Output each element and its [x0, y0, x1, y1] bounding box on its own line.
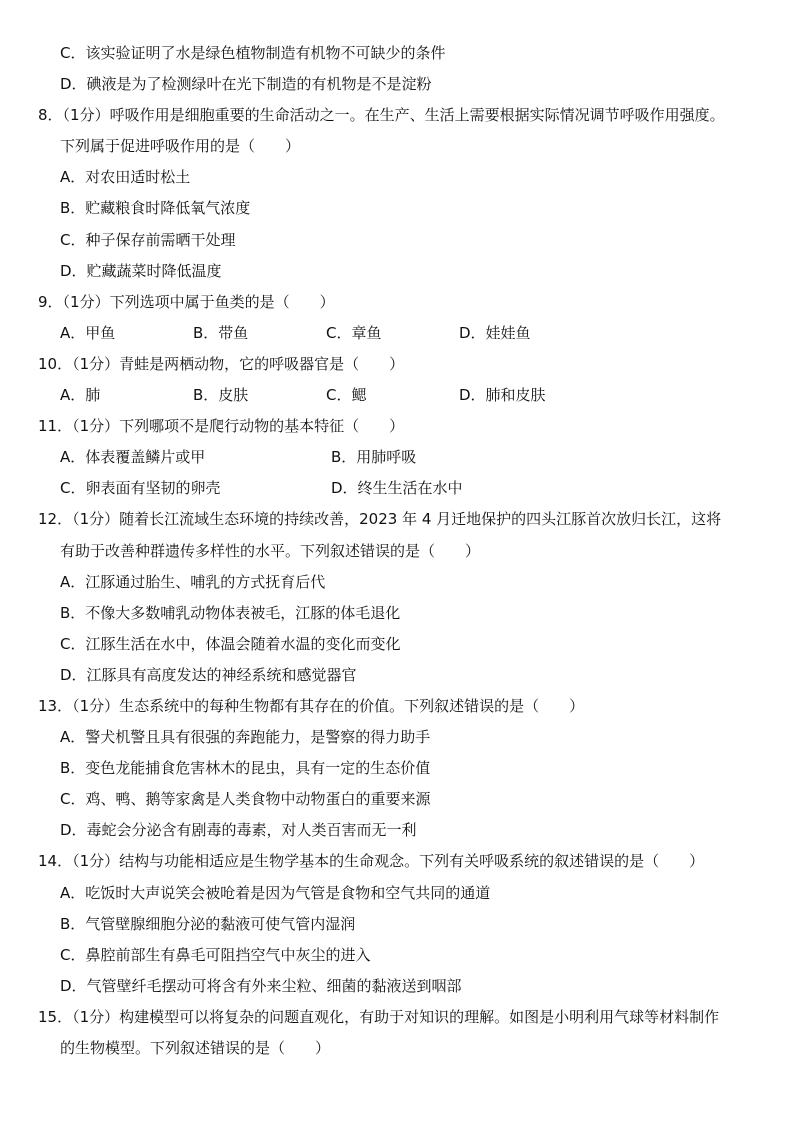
question-15-stem — [0, 1002, 794, 1033]
option-line: D．贮藏蔬菜时降低温度 — [60, 261, 222, 280]
stem-text: （1分）呼吸作用是细胞重要的生命活动之一。在生产、生活上需要根据实际情况调节呼吸作用强度。 — [62, 106, 725, 125]
question-number: 9． — [38, 292, 63, 311]
option: C．鳃 — [326, 386, 367, 405]
option: C．卵表面有坚韧的卵壳 — [60, 479, 221, 498]
question-number: 13． — [38, 696, 73, 715]
question-10-options — [0, 380, 794, 411]
option-line: D．气管壁纤毛摆动可将含有外来尘粒、细菌的黏液送到咽部 — [60, 976, 462, 995]
option: D．终生生活在水中 — [331, 479, 463, 498]
option-line: C．鸡、鸭、鹅等家禽是人类食物中动物蛋白的重要来源 — [60, 790, 431, 809]
question-9-stem — [0, 287, 794, 318]
option-line: B．气管壁腺细胞分泌的黏液可使气管内湿润 — [60, 914, 356, 933]
option: D．肺和皮肤 — [459, 386, 546, 405]
option: A．体表覆盖鳞片或甲 — [60, 448, 206, 467]
option-line: D．江豚具有高度发达的神经系统和感觉器官 — [60, 665, 357, 684]
stem-text: （1分）下列哪项不是爬行动物的基本特征（ ） — [72, 417, 405, 436]
stem-text: （1分）下列选项中属于鱼类的是（ ） — [62, 292, 335, 311]
question-11-options-row2 — [0, 473, 794, 504]
option-line: A．江豚通过胎生、哺乳的方式抚育后代 — [60, 572, 326, 591]
option-line: B．变色龙能捕食危害林木的昆虫，具有一定的生态价值 — [60, 759, 431, 778]
question-11-stem — [0, 411, 794, 442]
question-10-stem — [0, 349, 794, 380]
option-line: C．种子保存前需晒干处理 — [60, 230, 236, 249]
option: A．肺 — [60, 386, 101, 405]
option-line: A．吃饭时大声说笑会被呛着是因为气管是食物和空气共同的通道 — [60, 883, 491, 902]
option-line: D．毒蛇会分泌含有剧毒的毒素，对人类百害而无一利 — [60, 821, 417, 840]
option-line: C．江豚生活在水中，体温会随着水温的变化而变化 — [60, 634, 401, 653]
question-14-stem — [0, 846, 794, 877]
stem-text: （1分）生态系统中的每种生物都有其存在的价值。下列叙述错误的是（ ） — [72, 696, 585, 715]
question-number: 15． — [38, 1007, 73, 1026]
option: B．带鱼 — [193, 323, 249, 342]
exam-page — [0, 38, 794, 1064]
stem-text: （1分）随着长江流域生态环境的持续改善，2023 年 4 月迁地保护的四头江豚首次放归长江，这将 — [72, 510, 722, 529]
option-line: B．不像大多数哺乳动物体表被毛，江豚的体毛退化 — [60, 603, 401, 622]
stem-text: （1分）青蛙是两栖动物，它的呼吸器官是（ ） — [72, 354, 405, 373]
question-number: 8． — [38, 106, 63, 125]
question-15-stem-cont: 的生物模型。下列叙述错误的是（ ） — [60, 1039, 331, 1057]
question-8-stem — [0, 100, 794, 131]
question-number: 10． — [38, 354, 73, 373]
option-line: C．该实验证明了水是绿色植物制造有机物不可缺少的条件 — [60, 44, 446, 62]
question-13-stem — [0, 691, 794, 722]
question-9-options — [0, 318, 794, 349]
option: B．用肺呼吸 — [331, 448, 417, 467]
question-number: 12． — [38, 510, 73, 529]
question-number: 14． — [38, 852, 73, 871]
question-11-options-row1 — [0, 442, 794, 473]
option: B．皮肤 — [193, 386, 249, 405]
question-8-stem-cont: 下列属于促进呼吸作用的是（ ） — [60, 137, 301, 156]
stem-text: （1分）结构与功能相适应是生物学基本的生命观念。下列有关呼吸系统的叙述错误的是（ ） — [72, 852, 705, 871]
option-line: D．碘液是为了检测绿叶在光下制造的有机物是不是淀粉 — [60, 75, 432, 94]
option: D．娃娃鱼 — [459, 323, 531, 342]
question-number: 11． — [38, 417, 73, 436]
option-line: A．警犬机警且具有很强的奔跑能力，是警察的得力助手 — [60, 728, 431, 747]
question-12-stem — [0, 504, 794, 535]
stem-text: （1分）构建模型可以将复杂的问题直观化，有助于对知识的理解。如图是小明利用气球等材料制作 — [72, 1007, 720, 1026]
option-line: B．贮藏粮食时降低氧气浓度 — [60, 199, 251, 218]
question-12-stem-cont: 有助于改善种群遗传多样性的水平。下列叙述错误的是（ ） — [60, 541, 481, 560]
option: A．甲鱼 — [60, 323, 116, 342]
option: C．章鱼 — [326, 323, 382, 342]
option-line: A．对农田适时松土 — [60, 168, 191, 187]
option-line: C．鼻腔前部生有鼻毛可阻挡空气中灰尘的进入 — [60, 945, 371, 964]
